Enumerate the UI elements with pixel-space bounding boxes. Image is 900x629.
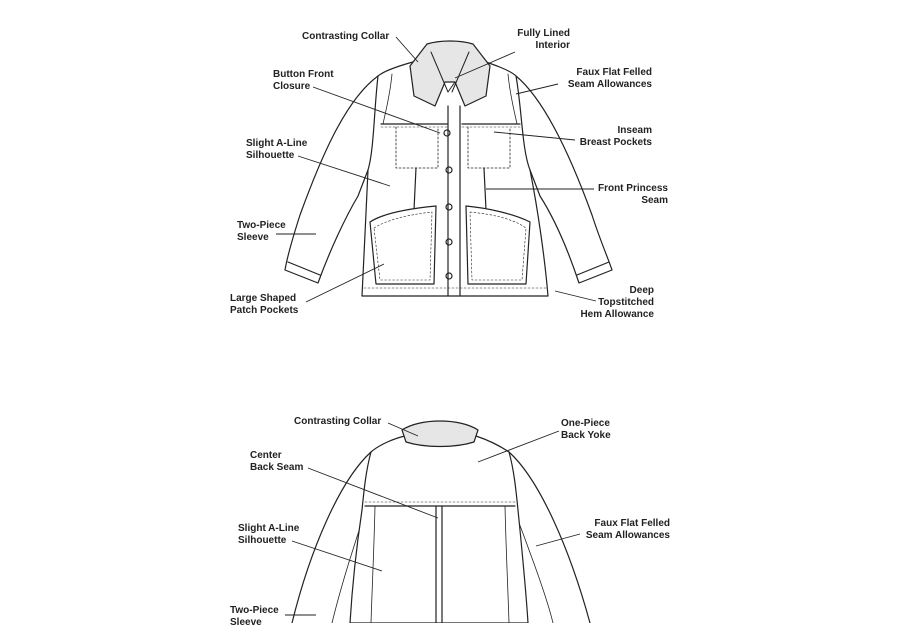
front-left-patch-pocket — [370, 206, 436, 284]
label-front-two-piece-sleeve: Two-Piece Sleeve — [237, 220, 286, 243]
label-back-two-piece-sleeve: Two-Piece Sleeve — [230, 605, 279, 628]
label-back-faux-flat-felled: Faux Flat Felled Seam Allowances — [585, 518, 670, 541]
back-jacket-drawing — [292, 421, 590, 623]
label-front-button-front: Button Front Closure — [273, 69, 334, 92]
label-front-inseam-pockets: Inseam Breast Pockets — [579, 125, 652, 148]
label-front-fully-lined: Fully Lined Interior — [517, 28, 570, 51]
back-body — [350, 436, 528, 623]
label-front-hem-allowance: Deep Topstitched Hem Allowance — [580, 285, 654, 320]
label-back-slight-a-line: Slight A-Line Silhouette — [238, 523, 300, 546]
label-front-patch-pockets: Large Shaped Patch Pockets — [230, 293, 299, 316]
label-back-center-back-seam: Center Back Seam — [250, 450, 304, 473]
front-right-patch-pocket — [466, 206, 530, 284]
label-front-princess-seam: Front Princess Seam — [597, 183, 668, 206]
label-front-contrasting-collar: Contrasting Collar — [302, 31, 390, 42]
label-front-faux-flat-felled: Faux Flat Felled Seam Allowances — [567, 67, 652, 90]
label-back-one-piece-yoke: One-Piece Back Yoke — [561, 418, 611, 441]
label-front-slight-a-line: Slight A-Line Silhouette — [246, 138, 308, 161]
label-back-contrasting-collar: Contrasting Collar — [294, 416, 382, 427]
